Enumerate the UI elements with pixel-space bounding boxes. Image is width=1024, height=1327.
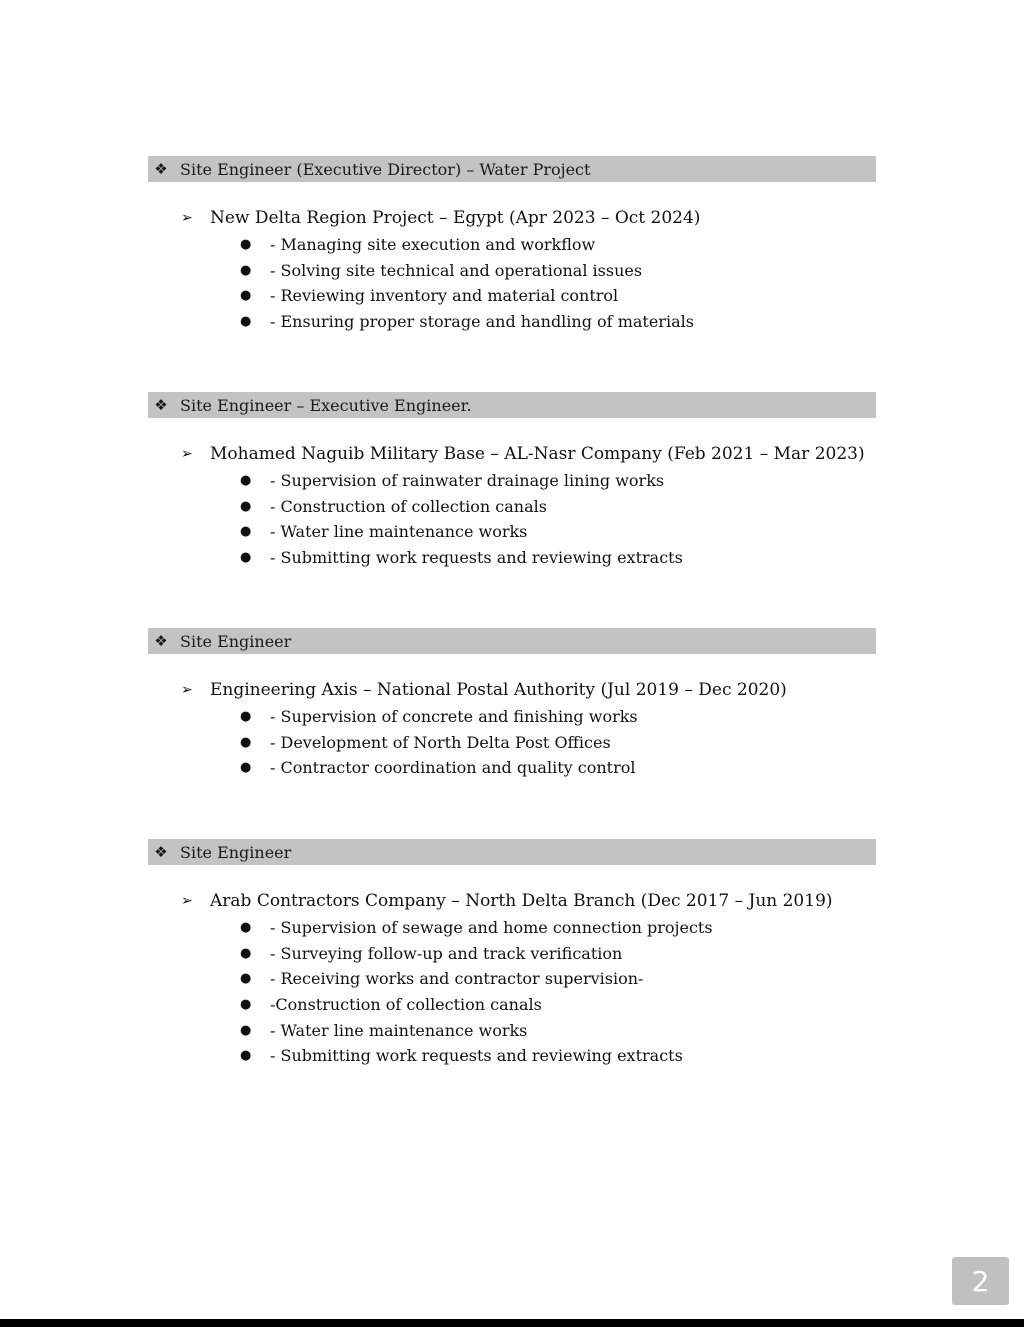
section-title: Site Engineer (180, 631, 292, 651)
section-header (148, 628, 876, 654)
bullet-dot-icon: ● (240, 1048, 252, 1064)
duty-list (148, 232, 876, 334)
list-item (148, 1043, 876, 1069)
arrow-bullet-icon: ➢ (181, 893, 193, 909)
project-line (148, 206, 876, 230)
arrow-bullet-icon: ➢ (181, 210, 193, 226)
experience-section (148, 839, 876, 1069)
list-item (148, 519, 876, 545)
project-line (148, 678, 876, 702)
duty-text: - Supervision of concrete and finishing works (270, 707, 638, 727)
section-header (148, 392, 876, 418)
section-title: Site Engineer (180, 842, 292, 862)
bullet-dot-icon: ● (240, 971, 252, 987)
duty-text: - Submitting work requests and reviewing extracts (270, 548, 683, 568)
duty-text: - Supervision of sewage and home connection projects (270, 918, 713, 938)
project-title: Arab Contractors Company – North Delta Branch (Dec 2017 – Jun 2019) (210, 891, 833, 911)
list-item (148, 915, 876, 941)
list-item (148, 992, 876, 1018)
duty-text: - Receiving works and contractor supervision- (270, 969, 644, 989)
page-number-badge: 2 (952, 1257, 1009, 1305)
diamond-bullet-icon: ❖ (154, 842, 168, 861)
bullet-dot-icon: ● (240, 314, 252, 330)
duty-text: - Solving site technical and operational issues (270, 260, 643, 280)
project-line (148, 442, 876, 466)
bullet-dot-icon: ● (240, 920, 252, 936)
list-item (148, 494, 876, 520)
arrow-bullet-icon: ➢ (181, 446, 193, 462)
list-item (148, 309, 876, 335)
bullet-dot-icon: ● (240, 945, 252, 961)
project-title: Engineering Axis – National Postal Authority (Jul 2019 – Dec 2020) (210, 680, 787, 700)
project-line (148, 889, 876, 913)
list-item (148, 941, 876, 967)
bullet-dot-icon: ● (240, 473, 252, 489)
bullet-dot-icon: ● (240, 734, 252, 750)
experience-section (148, 392, 876, 570)
list-item (148, 468, 876, 494)
duty-text: - Reviewing inventory and material control (270, 286, 619, 306)
list-item (148, 730, 876, 756)
duty-text: - Submitting work requests and reviewing extracts (270, 1046, 683, 1066)
diamond-bullet-icon: ❖ (154, 395, 168, 414)
section-title: Site Engineer (Executive Director) – Water Project (180, 159, 591, 179)
list-item (148, 283, 876, 309)
list-item (148, 545, 876, 571)
duty-text: -Construction of collection canals (270, 995, 542, 1015)
list-item (148, 258, 876, 284)
section-header (148, 156, 876, 182)
bottom-bar (0, 1319, 1024, 1327)
bullet-dot-icon: ● (240, 760, 252, 776)
experience-section (148, 628, 876, 781)
duty-text: - Water line maintenance works (270, 522, 528, 542)
duty-text: - Managing site execution and workflow (270, 235, 596, 255)
duty-list (148, 915, 876, 1069)
project-block (148, 889, 876, 1069)
section-title: Site Engineer – Executive Engineer. (180, 395, 472, 415)
project-block (148, 206, 876, 334)
bullet-dot-icon: ● (240, 709, 252, 725)
list-item (148, 704, 876, 730)
project-title: Mohamed Naguib Military Base – AL-Nasr Company (Feb 2021 – Mar 2023) (210, 444, 865, 464)
project-title: New Delta Region Project – Egypt (Apr 2023 – Oct 2024) (210, 208, 701, 228)
bullet-dot-icon: ● (240, 288, 252, 304)
duty-text: - Construction of collection canals (270, 496, 547, 516)
arrow-bullet-icon: ➢ (181, 682, 193, 698)
list-item (148, 1017, 876, 1043)
diamond-bullet-icon: ❖ (154, 631, 168, 650)
duty-text: - Surveying follow-up and track verification (270, 943, 623, 963)
experience-section (148, 156, 876, 334)
list-item (148, 755, 876, 781)
diamond-bullet-icon: ❖ (154, 159, 168, 178)
bullet-dot-icon: ● (240, 262, 252, 278)
bullet-dot-icon: ● (240, 524, 252, 540)
section-header (148, 839, 876, 865)
list-item (148, 966, 876, 992)
bullet-dot-icon: ● (240, 498, 252, 514)
bullet-dot-icon: ● (240, 237, 252, 253)
list-item (148, 232, 876, 258)
project-block (148, 442, 876, 570)
duty-list (148, 468, 876, 570)
project-block (148, 678, 876, 781)
bullet-dot-icon: ● (240, 550, 252, 566)
duty-text: - Supervision of rainwater drainage lining works (270, 471, 665, 491)
duty-list (148, 704, 876, 781)
bullet-dot-icon: ● (240, 997, 252, 1013)
duty-text: - Contractor coordination and quality control (270, 758, 636, 778)
duty-text: - Ensuring proper storage and handling of materials (270, 312, 694, 332)
duty-text: - Development of North Delta Post Offices (270, 732, 611, 752)
bullet-dot-icon: ● (240, 1022, 252, 1038)
duty-text: - Water line maintenance works (270, 1020, 528, 1040)
